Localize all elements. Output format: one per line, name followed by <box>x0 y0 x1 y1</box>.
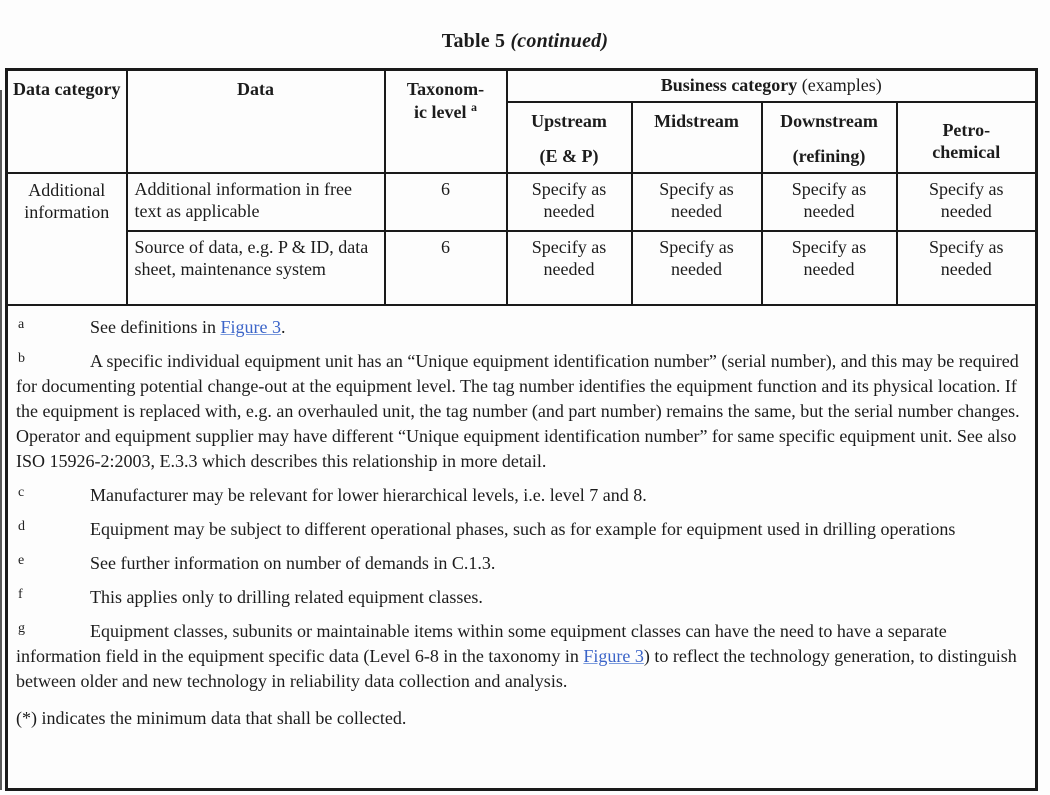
footnotes-section <box>7 305 1037 790</box>
footnote-e <box>16 551 1027 576</box>
footnote-d <box>16 517 1027 542</box>
footnote-f <box>16 585 1027 610</box>
cell-petrochemical: Specify as needed <box>897 231 1037 305</box>
footnote-d-text: Equipment may be subject to different operational phases, such as for example for equipment used in drilling operations <box>90 518 956 539</box>
footnote-c <box>16 483 1027 508</box>
table-title <box>0 30 1050 53</box>
table-row <box>7 173 1037 231</box>
footnote-c-text: Manufacturer may be relevant for lower hierarchical levels, i.e. level 7 and 8. <box>90 484 647 505</box>
cell-midstream: Specify as needed <box>632 231 762 305</box>
col-header-upstream: Upstream (E & P) <box>507 102 632 173</box>
minimum-data-note: (*) indicates the minimum data that shall be collected. <box>16 707 407 728</box>
footnote-marker-a: a <box>18 316 25 332</box>
header-row-top <box>7 70 1037 102</box>
scan-edge-artifact <box>0 90 2 790</box>
cell-taxonomic-level: 6 <box>385 173 507 231</box>
col-header-downstream: Downstream (refining) <box>762 102 897 173</box>
taxonomic-level-line1: Taxonom- <box>406 79 485 99</box>
table-title-continued: (continued) <box>505 30 609 52</box>
col-header-midstream: Midstream <box>632 102 762 173</box>
business-category-label: Business category <box>660 75 798 95</box>
footnote-f-text: This applies only to drilling related equipment classes. <box>90 586 483 607</box>
figure-3-link[interactable]: Figure 3 <box>220 316 281 337</box>
cell-downstream: Specify as needed <box>762 231 897 305</box>
table-row <box>7 231 1037 305</box>
downstream-subtitle: (refining) <box>792 146 866 166</box>
taxonomic-level-line2: ic level $^a$ <box>414 99 477 122</box>
footnote-marker-f: f <box>18 586 23 602</box>
data-requirements-table <box>5 68 1038 791</box>
footnote-g <box>16 619 1027 694</box>
col-header-taxonomic-level <box>385 70 507 173</box>
col-header-data-category: Data category <box>7 70 127 173</box>
cell-downstream: Specify as needed <box>762 173 897 231</box>
footnote-b-text: A specific individual equipment unit has an “Unique equipment identification number” (serial number), and this may be required for documenting potential change-out at the equipment level. The tag number identifies the equipment function and its physical location. If the equipment is replaced with, e.g. an overhauled unit, the tag number (and part number) remains the same, but the serial number changes. Operator and equipment supplier may have different “Unique equipment identification number” for same specific equipment unit. See also ISO 15926-2:2003, E.3.3 which describes this relationship in more detail. <box>16 350 1020 471</box>
figure-3-link[interactable]: Figure 3 <box>583 645 644 666</box>
col-header-data: Data <box>127 70 385 173</box>
upstream-subtitle: (E & P) <box>539 146 599 166</box>
business-category-examples: (examples) <box>797 75 882 95</box>
footnote-e-text: See further information on number of demands in C.1.3. <box>90 552 496 573</box>
table-title-number: Table 5 <box>441 30 506 52</box>
footnote-g-text: Equipment classes, subunits or maintainable items within some equipment classes can have the need to have a separate information field in the equipment specific data (Level 6-8 in the taxonomy in Figure 3) to reflect the technology generation, to distinguish between older and new technology in reliability data collection and analysis. <box>16 620 1017 691</box>
footnote-marker-g: g <box>18 620 25 636</box>
footnote-marker-b: b <box>18 350 25 366</box>
footnote-marker-c: c <box>18 484 25 500</box>
cell-taxonomic-level: 6 <box>385 231 507 305</box>
footnote-marker-d: d <box>18 518 25 534</box>
cell-data-description: Additional information in free text as applicable <box>127 173 385 231</box>
footnote-marker-e: e <box>18 552 25 568</box>
footnote-ref-a: a <box>470 99 477 114</box>
col-header-petrochemical: Petro- chemical <box>897 102 1037 173</box>
cell-petrochemical: Specify as needed <box>897 173 1037 231</box>
footnote-b <box>16 349 1027 474</box>
cell-midstream: Specify as needed <box>632 173 762 231</box>
cell-upstream: Specify as needed <box>507 173 632 231</box>
cell-data-description: Source of data, e.g. P & ID, data sheet, maintenance system <box>127 231 385 305</box>
cell-data-category: Additional information <box>7 173 127 305</box>
cell-upstream: Specify as needed <box>507 231 632 305</box>
footnote-a-text: See definitions in Figure 3. <box>90 316 286 337</box>
footnotes-row <box>7 305 1037 790</box>
footnote-a <box>16 315 1027 340</box>
col-header-business-category <box>507 70 1037 102</box>
